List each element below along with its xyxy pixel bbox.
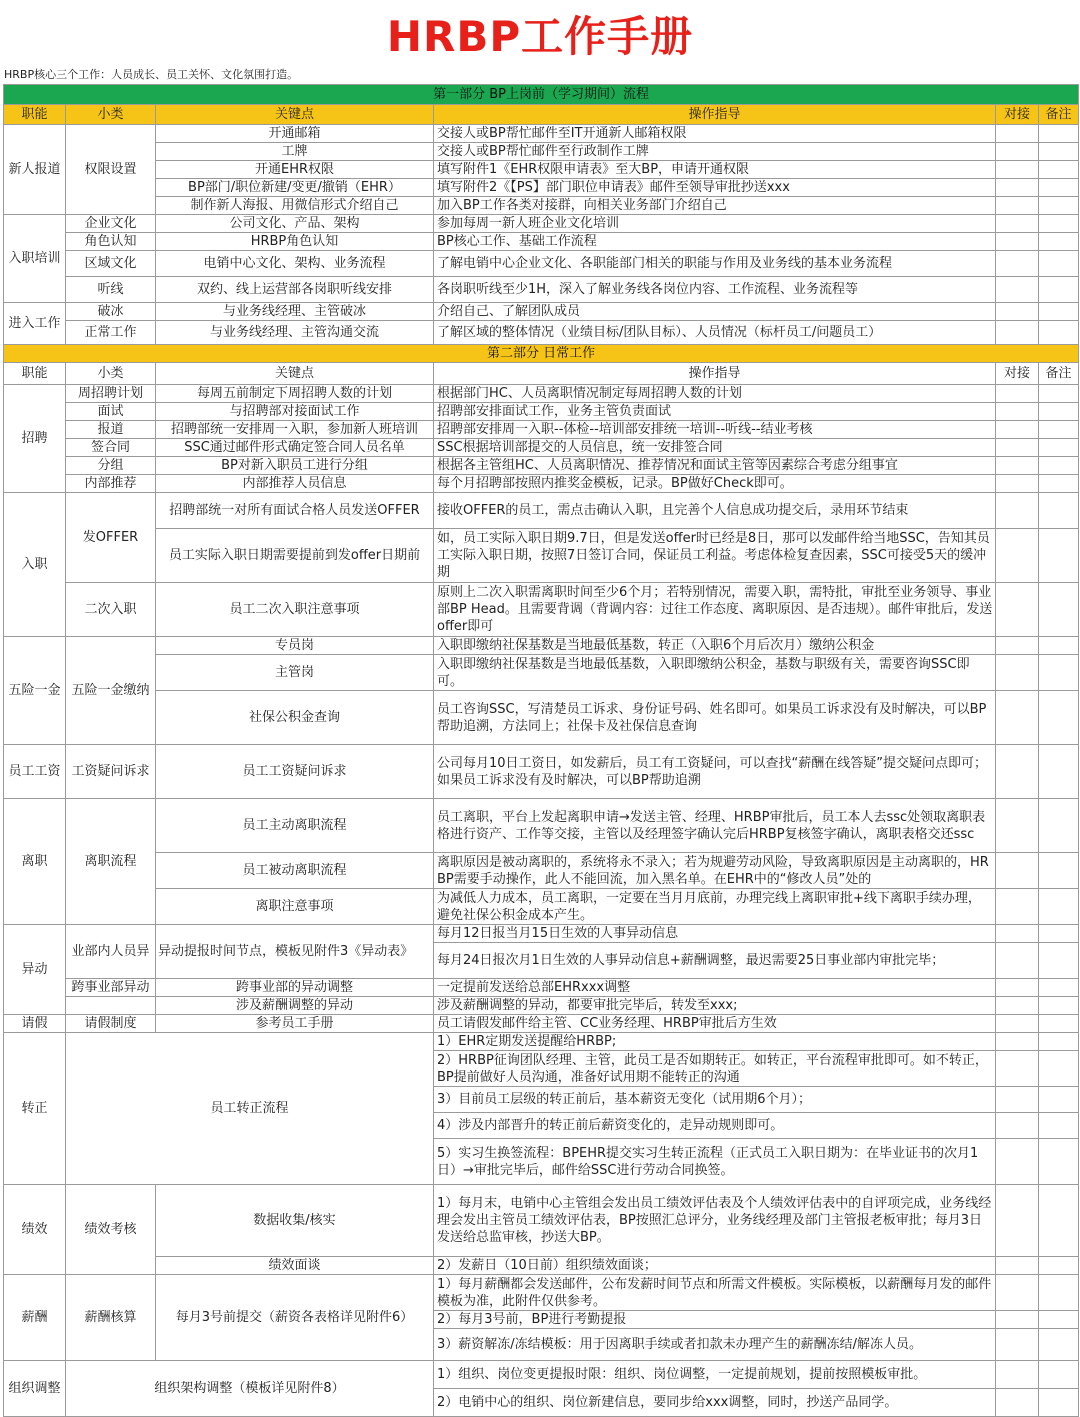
contact-cell	[996, 1139, 1039, 1185]
table-row	[4, 979, 1079, 997]
contact-cell	[996, 179, 1039, 197]
sub-cell: 角色认知	[66, 233, 156, 251]
col-header-key: 关键点	[156, 105, 434, 125]
col-header-func: 职能	[4, 105, 66, 125]
note-cell	[1039, 1275, 1079, 1311]
note-cell	[1039, 799, 1079, 853]
hrbp-manual-table	[3, 84, 1079, 1417]
sub-cell: 请假制度	[66, 1015, 156, 1033]
note-cell	[1039, 1329, 1079, 1361]
func-cell: 员工工资	[4, 745, 66, 799]
col-header-note: 备注	[1039, 363, 1079, 385]
table-row	[4, 1185, 1079, 1257]
table-row	[4, 197, 1079, 215]
sub-cell	[66, 997, 156, 1015]
guide-cell: 入职即缴纳社保基数是当地最低基数，入职即缴纳公积金，基数与职级有关，需要咨询SSC即可。	[434, 655, 996, 691]
table-row	[4, 1361, 1079, 1389]
contact-cell	[996, 979, 1039, 997]
table-row	[4, 457, 1079, 475]
guide-cell: 如，员工实际入职日期9.7日，但是发送offer时已经是8日，那可以发邮件给当地SSC，告知其员工实际入职日期，按照7日签订合同，保证员工利益。考虑体检复查因素，SSC可接受5天的缓冲期	[434, 529, 996, 583]
sub-cell: 区域文化	[66, 251, 156, 277]
key-cell: 员工工资疑问诉求	[156, 745, 434, 799]
table-row	[4, 853, 1079, 889]
key-cell: 双约、线上运营部各岗职听线安排	[156, 277, 434, 303]
contact-cell	[996, 421, 1039, 439]
note-cell	[1039, 385, 1079, 403]
note-cell	[1039, 889, 1079, 925]
note-cell	[1039, 997, 1079, 1015]
guide-cell: 接收OFFER的员工，需点击确认入职，且完善个人信息成功提交后，录用环节结束	[434, 493, 996, 529]
contact-cell	[996, 997, 1039, 1015]
col-header-sub: 小类	[66, 363, 156, 385]
table-row	[4, 303, 1079, 321]
guide-cell: 招聘部安排周一入职--体检--培训部安排统一培训--听线--结业考核	[434, 421, 996, 439]
note-cell	[1039, 1311, 1079, 1329]
section-1-banner	[4, 85, 1079, 105]
note-cell	[1039, 1361, 1079, 1389]
sub-cell: 五险一金缴纳	[66, 637, 156, 745]
table-row	[4, 233, 1079, 251]
sub-cell: 周招聘计划	[66, 385, 156, 403]
guide-cell: 根据部门HC、人员离职情况制定每周招聘人数的计划	[434, 385, 996, 403]
contact-cell	[996, 403, 1039, 421]
guide-cell: 涉及薪酬调整的异动，都要审批完毕后，转发至xxx;	[434, 997, 996, 1015]
contact-cell	[996, 1361, 1039, 1389]
table-row	[4, 215, 1079, 233]
key-cell: 与招聘部对接面试工作	[156, 403, 434, 421]
guide-cell: BP核心工作、基础工作流程	[434, 233, 996, 251]
key-cell: 员工实际入职日期需要提前到发offer日期前	[156, 529, 434, 583]
note-cell	[1039, 457, 1079, 475]
guide-cell: 每月24日报次月1日生效的人事异动信息+薪酬调整，最迟需要25日事业部内审批完毕；	[434, 943, 996, 979]
note-cell	[1039, 1389, 1079, 1417]
contact-cell	[996, 1185, 1039, 1257]
sub-cell: 发OFFER	[66, 493, 156, 583]
func-cell: 转正	[4, 1033, 66, 1185]
contact-cell	[996, 637, 1039, 655]
sub-cell: 业部内人员异	[66, 925, 156, 979]
contact-cell	[996, 303, 1039, 321]
note-cell	[1039, 277, 1079, 303]
key-cell: 开通邮箱	[156, 125, 434, 143]
note-cell	[1039, 475, 1079, 493]
table-row	[4, 1015, 1079, 1033]
guide-cell: 4）涉及内部晋升的转正前后薪资变化的，走异动规则即可。	[434, 1113, 996, 1139]
note-cell	[1039, 1015, 1079, 1033]
note-cell	[1039, 691, 1079, 745]
note-cell	[1039, 853, 1079, 889]
note-cell	[1039, 745, 1079, 799]
section-2-title: 第二部分 日常工作	[4, 345, 1079, 363]
note-cell	[1039, 1087, 1079, 1113]
guide-cell: 每个月招聘部按照内推奖金模板，记录。BP做好Check即可。	[434, 475, 996, 493]
header-row-2	[4, 363, 1079, 385]
col-header-sub: 小类	[66, 105, 156, 125]
note-cell	[1039, 303, 1079, 321]
guide-cell: 1）每月末，电销中心主管组会发出员工绩效评估表及个人绩效评估表中的自评项完成，业务线经理会发出主管员工绩效评估表，BP按照汇总评分，业务线经理及部门主管报老板审批；每月3日发送给总监审核，抄送大BP。	[434, 1185, 996, 1257]
guide-cell: SSC根据培训部提交的人员信息，统一安排签合同	[434, 439, 996, 457]
note-cell	[1039, 493, 1079, 529]
contact-cell	[996, 125, 1039, 143]
guide-cell: 交接人或BP帮忙邮件至行政制作工牌	[434, 143, 996, 161]
sub-cell: 签合同	[66, 439, 156, 457]
key-cell: 招聘部统一对所有面试合格人员发送OFFER	[156, 493, 434, 529]
key-cell: 员工二次入职注意事项	[156, 583, 434, 637]
key-cell: BP对新入职员工进行分组	[156, 457, 434, 475]
contact-cell	[996, 493, 1039, 529]
table-row	[4, 889, 1079, 925]
note-cell	[1039, 251, 1079, 277]
guide-cell: 1）组织、岗位变更提报时限：组织、岗位调整，一定提前规划，提前按照模板审批。	[434, 1361, 996, 1389]
guide-cell: 入职即缴纳社保基数是当地最低基数，转正（入职6个月后次月）缴纳公积金	[434, 637, 996, 655]
contact-cell	[996, 197, 1039, 215]
key-cell: 社保公积金查询	[156, 691, 434, 745]
sub-cell: 权限设置	[66, 125, 156, 215]
contact-cell	[996, 251, 1039, 277]
guide-cell: 员工咨询SSC，写清楚员工诉求、身份证号码、姓名即可。如果员工诉求没有及时解决，可以BP帮助追溯，方法同上；社保卡及社保信息查询	[434, 691, 996, 745]
table-row	[4, 745, 1079, 799]
key-cell: 组织架构调整（模板详见附件8）	[66, 1361, 434, 1417]
guide-cell: 介绍自己、了解团队成员	[434, 303, 996, 321]
guide-cell: 根据各主管组HC、人员离职情况、推荐情况和面试主管等因素综合考虑分组事宜	[434, 457, 996, 475]
sub-cell: 绩效考核	[66, 1185, 156, 1275]
note-cell	[1039, 1113, 1079, 1139]
key-cell: BP部门/职位新建/变更/撤销（EHR）	[156, 179, 434, 197]
contact-cell	[996, 233, 1039, 251]
note-cell	[1039, 637, 1079, 655]
contact-cell	[996, 1275, 1039, 1311]
guide-cell: 1）EHR定期发送提醒给HRBP;	[434, 1033, 996, 1051]
guide-cell: 公司每月10日工资日，如发薪后，员工有工资疑问，可以查找“薪酬在线答疑”提交疑问点即可；如果员工诉求没有及时解决，可以BP帮助追溯	[434, 745, 996, 799]
guide-cell: 交接人或BP帮忙邮件至IT开通新人邮箱权限	[434, 125, 996, 143]
key-cell: 员工主动离职流程	[156, 799, 434, 853]
guide-cell: 加入BP工作各类对接群，向相关业务部门介绍自己	[434, 197, 996, 215]
contact-cell	[996, 143, 1039, 161]
guide-cell: 员工离职，平台上发起离职申请→发送主管、经理、HRBP审批后，员工本人去ssc处领取离职表格进行资产、工作等交接，主管以及经理签字确认完后HRBP复核签字确认，离职表格交还ssc	[434, 799, 996, 853]
guide-cell: 3）目前员工层级的转正前后，基本薪资无变化（试用期6个月）；	[434, 1087, 996, 1113]
note-cell	[1039, 1139, 1079, 1185]
table-row	[4, 251, 1079, 277]
table-row	[4, 529, 1079, 583]
col-header-contact: 对接	[996, 363, 1039, 385]
contact-cell	[996, 1033, 1039, 1051]
note-cell	[1039, 143, 1079, 161]
guide-cell: 一定提前发送给总部EHRxxx调整	[434, 979, 996, 997]
guide-cell: 各岗职听线至少1H，深入了解业务线各岗位内容、工作流程、业务流程等	[434, 277, 996, 303]
table-row	[4, 799, 1079, 853]
guide-cell: 填写附件2《【PS】部门职位申请表》邮件至领导审批抄送xxx	[434, 179, 996, 197]
contact-cell	[996, 385, 1039, 403]
contact-cell	[996, 529, 1039, 583]
table-row	[4, 143, 1079, 161]
note-cell	[1039, 197, 1079, 215]
contact-cell	[996, 1257, 1039, 1275]
note-cell	[1039, 583, 1079, 637]
sub-cell: 内部推荐	[66, 475, 156, 493]
table-row	[4, 161, 1079, 179]
contact-cell	[996, 457, 1039, 475]
sub-cell: 二次入职	[66, 583, 156, 637]
note-cell	[1039, 1033, 1079, 1051]
note-cell	[1039, 179, 1079, 197]
sub-cell: 薪酬核算	[66, 1275, 156, 1361]
key-cell: 跨事业部的异动调整	[156, 979, 434, 997]
table-row	[4, 1275, 1079, 1311]
section-2-banner	[4, 345, 1079, 363]
func-cell: 新人报道	[4, 125, 66, 215]
guide-cell: 了解区域的整体情况（业绩目标/团队目标）、人员情况（标杆员工/问题员工）	[434, 321, 996, 345]
sub-cell: 报道	[66, 421, 156, 439]
func-cell: 招聘	[4, 385, 66, 493]
contact-cell	[996, 1113, 1039, 1139]
col-header-func: 职能	[4, 363, 66, 385]
guide-cell: 离职原因是被动离职的，系统将永不录入；若为规避劳动风险，导致离职原因是主动离职的，HRBP需要手动操作，此人不能回流，加入黑名单。在EHR中的“修改人员”处的	[434, 853, 996, 889]
key-cell: 每周五前制定下周招聘人数的计划	[156, 385, 434, 403]
note-cell	[1039, 125, 1079, 143]
note-cell	[1039, 215, 1079, 233]
key-cell: 绩效面谈	[156, 1257, 434, 1275]
sub-cell: 正常工作	[66, 321, 156, 345]
note-cell	[1039, 979, 1079, 997]
guide-cell: 2）发薪日（10日前）组织绩效面谈；	[434, 1257, 996, 1275]
intro-text: HRBP核心三个工作：人员成长、员工关怀、文化氛围打造。	[4, 68, 299, 81]
key-cell: 员工转正流程	[66, 1033, 434, 1185]
table-row	[4, 277, 1079, 303]
contact-cell	[996, 583, 1039, 637]
note-cell	[1039, 403, 1079, 421]
contact-cell	[996, 943, 1039, 979]
table-row	[4, 925, 1079, 943]
guide-cell: 3）薪资解冻/冻结模板：用于因离职手续或者扣款未办理产生的薪酬冻结/解冻人员。	[434, 1329, 996, 1361]
guide-cell: 2）电销中心的组织、岗位新建信息，要同步给xxx调整，同时，抄送产品同学。	[434, 1389, 996, 1417]
guide-cell: 每月12日报当月15日生效的人事异动信息	[434, 925, 996, 943]
guide-cell: 1）每月薪酬都会发送邮件，公布发薪时间节点和所需文件模板。实际模板，以薪酬每月发的邮件模板为准，此附件仅供参考。	[434, 1275, 996, 1311]
note-cell	[1039, 655, 1079, 691]
func-cell: 请假	[4, 1015, 66, 1033]
key-cell: 员工被动离职流程	[156, 853, 434, 889]
contact-cell	[996, 1329, 1039, 1361]
func-cell: 组织调整	[4, 1361, 66, 1417]
table-row	[4, 655, 1079, 691]
contact-cell	[996, 1389, 1039, 1417]
contact-cell	[996, 277, 1039, 303]
page-title: HRBP工作手册	[386, 12, 694, 61]
guide-cell: 2）HRBP征询团队经理、主管，此员工是否如期转正。如转正，平台流程审批即可。如不转正，BP提前做好人员沟通，准备好试用期不能转正的沟通	[434, 1051, 996, 1087]
table-row	[4, 637, 1079, 655]
sub-cell: 听线	[66, 277, 156, 303]
key-cell: 每月3号前提交（薪资各表格详见附件6）	[156, 1275, 434, 1361]
note-cell	[1039, 925, 1079, 943]
note-cell	[1039, 1257, 1079, 1275]
contact-cell	[996, 475, 1039, 493]
key-cell: 开通EHR权限	[156, 161, 434, 179]
table-row	[4, 583, 1079, 637]
contact-cell	[996, 321, 1039, 345]
key-cell: 主管岗	[156, 655, 434, 691]
guide-cell: 填写附件1《EHR权限申请表》至大BP，申请开通权限	[434, 161, 996, 179]
func-cell: 异动	[4, 925, 66, 1015]
note-cell	[1039, 439, 1079, 457]
guide-cell: 5）实习生换签流程：BPEHR提交实习生转正流程（正式员工入职日期为：在毕业证书的次月1日）→审批完毕后，邮件给SSC进行劳动合同换签。	[434, 1139, 996, 1185]
key-cell: 数据收集/核实	[156, 1185, 434, 1257]
guide-cell: 为减低人力成本，员工离职，一定要在当月月底前，办理完线上离职审批+线下离职手续办理，避免社保公积金成本产生。	[434, 889, 996, 925]
contact-cell	[996, 889, 1039, 925]
note-cell	[1039, 233, 1079, 251]
note-cell	[1039, 943, 1079, 979]
guide-cell: 了解电销中心企业文化、各职能部门相关的职能与作用及业务线的基本业务流程	[434, 251, 996, 277]
contact-cell	[996, 1051, 1039, 1087]
table-row	[4, 321, 1079, 345]
table-row	[4, 385, 1079, 403]
contact-cell	[996, 1015, 1039, 1033]
col-header-key: 关键点	[156, 363, 434, 385]
contact-cell	[996, 655, 1039, 691]
table-row	[4, 403, 1079, 421]
func-cell: 离职	[4, 799, 66, 925]
guide-cell: 原则上二次入职需离职时间至少6个月；若特别情况，需要入职，需特批，审批至业务领导、事业部BP Head。且需要背调（背调内容：过往工作态度、离职原因、是否违规）。邮件审批后，发送offer即可	[434, 583, 996, 637]
contact-cell	[996, 215, 1039, 233]
key-cell: 与业务线经理、主管破冰	[156, 303, 434, 321]
func-cell: 薪酬	[4, 1275, 66, 1361]
func-cell: 入职	[4, 493, 66, 637]
table-row	[4, 179, 1079, 197]
key-cell: 内部推荐人员信息	[156, 475, 434, 493]
contact-cell	[996, 1087, 1039, 1113]
col-header-guide: 操作指导	[434, 363, 996, 385]
col-header-note: 备注	[1039, 105, 1079, 125]
key-cell: HRBP角色认知	[156, 233, 434, 251]
guide-cell: 参加每周一新人班企业文化培训	[434, 215, 996, 233]
sub-cell: 企业文化	[66, 215, 156, 233]
key-cell: 离职注意事项	[156, 889, 434, 925]
note-cell	[1039, 1051, 1079, 1087]
key-cell: 涉及薪酬调整的异动	[156, 997, 434, 1015]
guide-cell: 员工请假发邮件给主管、CC业务经理、HRBP审批后方生效	[434, 1015, 996, 1033]
contact-cell	[996, 161, 1039, 179]
sub-cell: 分组	[66, 457, 156, 475]
guide-cell: 2）每月3号前，BP进行考勤提报	[434, 1311, 996, 1329]
key-cell: 参考员工手册	[156, 1015, 434, 1033]
key-cell: 异动提报时间节点，模板见附件3《异动表》	[156, 925, 434, 979]
sub-cell: 破冰	[66, 303, 156, 321]
guide-cell: 招聘部安排面试工作，业务主管负责面试	[434, 403, 996, 421]
header-row-1	[4, 105, 1079, 125]
func-cell: 入职培训	[4, 215, 66, 303]
sub-cell: 面试	[66, 403, 156, 421]
col-header-guide: 操作指导	[434, 105, 996, 125]
table-row	[4, 421, 1079, 439]
func-cell: 绩效	[4, 1185, 66, 1275]
sub-cell: 离职流程	[66, 799, 156, 925]
contact-cell	[996, 853, 1039, 889]
key-cell: 专员岗	[156, 637, 434, 655]
func-cell: 五险一金	[4, 637, 66, 745]
table-row	[4, 691, 1079, 745]
table-row	[4, 493, 1079, 529]
contact-cell	[996, 439, 1039, 457]
col-header-contact: 对接	[996, 105, 1039, 125]
note-cell	[1039, 161, 1079, 179]
key-cell: 工牌	[156, 143, 434, 161]
table-row	[4, 997, 1079, 1015]
key-cell: 制作新人海报、用微信形式介绍自己	[156, 197, 434, 215]
table-row	[4, 475, 1079, 493]
table-row	[4, 439, 1079, 457]
table-row	[4, 1257, 1079, 1275]
key-cell: 公司文化、产品、架构	[156, 215, 434, 233]
note-cell	[1039, 529, 1079, 583]
note-cell	[1039, 321, 1079, 345]
table-row	[4, 1033, 1079, 1051]
sub-cell: 跨事业部异动	[66, 979, 156, 997]
contact-cell	[996, 745, 1039, 799]
contact-cell	[996, 799, 1039, 853]
sub-cell: 工资疑问诉求	[66, 745, 156, 799]
contact-cell	[996, 1311, 1039, 1329]
contact-cell	[996, 691, 1039, 745]
contact-cell	[996, 925, 1039, 943]
section-1-title: 第一部分 BP上岗前（学习期间）流程	[4, 85, 1079, 105]
key-cell: SSC通过邮件形式确定签合同人员名单	[156, 439, 434, 457]
table-row	[4, 125, 1079, 143]
key-cell: 与业务线经理、主管沟通交流	[156, 321, 434, 345]
key-cell: 招聘部统一安排周一入职，参加新人班培训	[156, 421, 434, 439]
note-cell	[1039, 421, 1079, 439]
key-cell: 电销中心文化、架构、业务流程	[156, 251, 434, 277]
note-cell	[1039, 1185, 1079, 1257]
func-cell: 进入工作	[4, 303, 66, 345]
